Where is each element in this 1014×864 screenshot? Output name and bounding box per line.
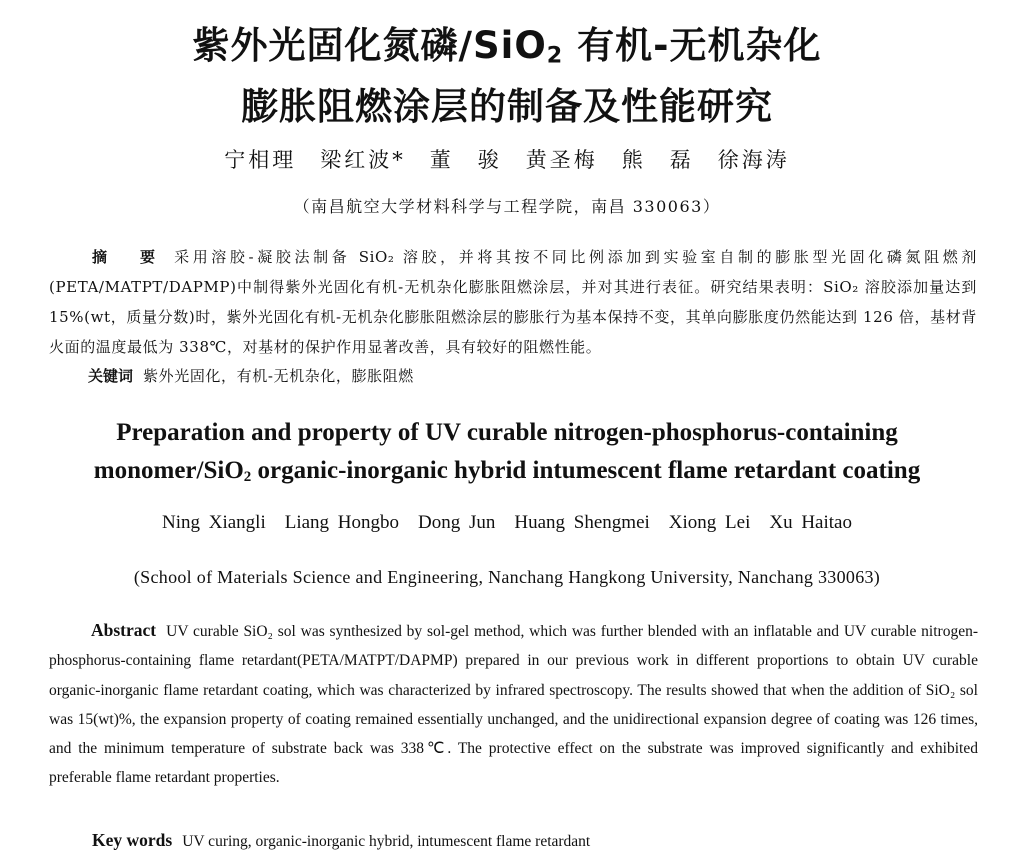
- chinese-title-line-1: [0, 20, 1014, 81]
- chinese-abstract: [49, 242, 977, 362]
- chinese-abstract-text: 采用溶胶-凝胶法制备 SiO₂ 溶胶，并将其按不同比例添加到实验室自制的膨胀型光固化磷氮阻燃剂(PETA/MATPT/DAPMP)中制得紫外光固化有机-无机杂化膨胀阻燃涂层，并对其进行表征。研究结果表明：SiO₂ 溶胶添加量达到 15%(wt，质量分数)时，紫外光固化有机-无机杂化膨胀阻燃涂层的膨胀行为基本保持不变，其单向膨胀度仍然能达到 126 倍，基材背火面的温度最低为 338℃，对基材的保护作用显著改善，具有较好的阻燃性能。: [49, 248, 977, 356]
- english-title-line-2: [0, 452, 1014, 496]
- english-affiliation: (School of Materials Science and Engineering, Nanchang Hangkong University, Nanchang 330063): [133, 567, 881, 587]
- chinese-title: [0, 20, 1014, 133]
- english-keywords-label: Key words: [92, 830, 173, 850]
- english-abstract: [49, 616, 978, 793]
- english-title-line-2-tail: organic-inorganic hybrid intumescent flame retardant coating: [251, 457, 921, 484]
- english-title-line-1: Preparation and property of UV curable nitrogen-phosphorus-containing: [116, 419, 898, 446]
- english-keywords: [92, 826, 590, 856]
- english-title-line-2-text: monomer/SiO: [93, 457, 244, 484]
- chinese-affiliation: （南昌航空大学材料科学与工程学院，南昌 330063）: [293, 197, 721, 216]
- chinese-title-subscript: 2: [546, 42, 564, 69]
- english-abstract-label: Abstract: [91, 620, 157, 640]
- english-title-subscript: 2: [243, 469, 252, 485]
- chinese-title-line-2: 膨胀阻燃涂层的制备及性能研究: [241, 85, 773, 129]
- chinese-keywords: [88, 364, 414, 388]
- chinese-authors: 宁相理 梁红波* 董 骏 黄圣梅 熊 磊 徐海涛: [224, 148, 790, 172]
- english-abstract-text: UV curable SiO₂ sol was synthesized by sol-gel method, which was further blended with an inflatable and UV curable nitrogen-phosphorus-containing flame retardant(PETA/MATPT/DAPMP) prepared in our previous work in different proportions to obtain UV curable organic-inorganic flame retardant coating, which was characterized by infrared spectroscopy. The results showed that when the addition of SiO₂ sol was 15(wt)%, the expansion property of coating remained essentially unchanged, and the unidirectional expansion degree of coating was 126 times, and the minimum temperature of substrate back was 338℃. The protective effect on the substrate was improved significantly and exhibited preferable flame retardant properties.: [49, 623, 978, 787]
- chinese-keywords-text: 紫外光固化，有机-无机杂化，膨胀阻燃: [143, 367, 414, 385]
- chinese-abstract-label: 摘 要: [89, 248, 165, 266]
- chinese-title-line-1-text: 紫外光固化氮磷/SiO: [192, 24, 547, 67]
- chinese-title-line-1-tail: 有机-无机杂化: [563, 24, 822, 67]
- chinese-keywords-label: 关键词: [88, 367, 134, 385]
- english-keywords-text: UV curing, organic-inorganic hybrid, intumescent flame retardant: [182, 833, 591, 850]
- english-authors: Ning Xiangli Liang Hongbo Dong Jun Huang Shengmei Xiong Lei Xu Haitao: [162, 512, 852, 533]
- english-title: [0, 414, 1014, 496]
